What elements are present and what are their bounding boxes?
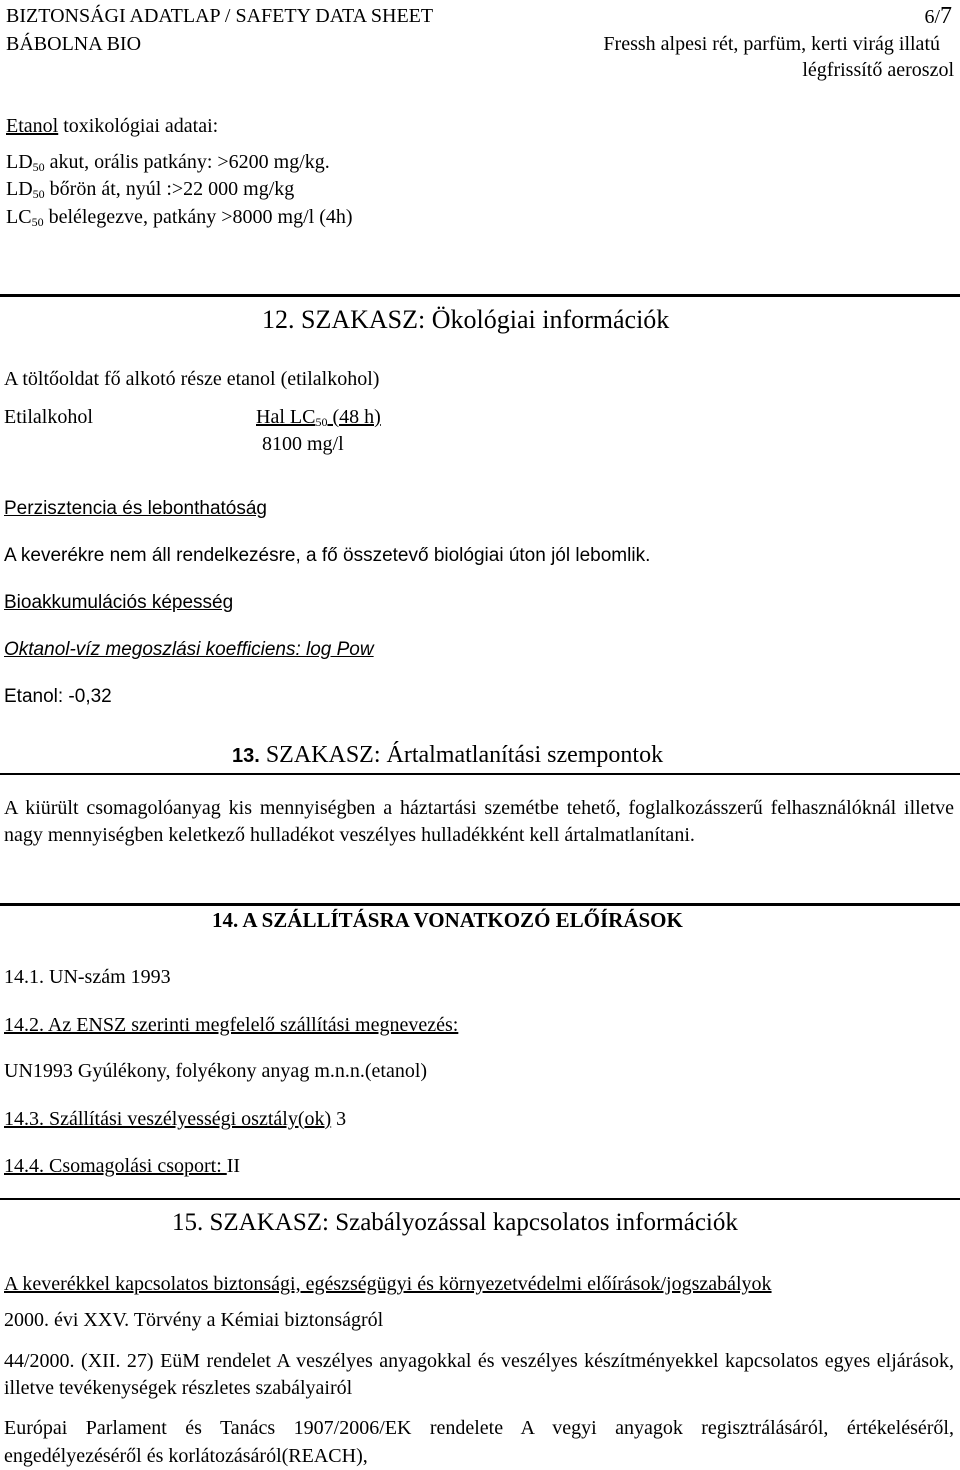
s13-paragraph: A kiürült csomagolóanyag kis mennyiségben a háztartási szemétbe tehető, foglalkozásszerű felhasználóknál illetve nagy mennyiségben keletkező hulladékot veszélyes hulladékként kell ártalmatlanítani. <box>4 797 954 846</box>
tox-line-1-prefix: LD <box>6 151 33 173</box>
packing-group-value: II <box>226 1155 241 1177</box>
section-12-title: 12. SZAKASZ: Ökológiai információk <box>262 305 670 334</box>
persistence-heading: Perzisztencia és lebonthatóság <box>4 498 267 519</box>
hazard-class-value: 3 <box>331 1108 347 1130</box>
tox-line-3 <box>6 205 353 229</box>
law-3: Európai Parlament és Tanács 1907/2006/EK rendelete A vegyi anyagok regisztrálásáról, értékeléséről, engedélyezéséről és korlátozásáról(REACH), <box>4 1417 954 1467</box>
section-14-title: 14. A SZÁLLÍTÁSRA VONATKOZÓ ELŐÍRÁSOK <box>212 908 683 932</box>
law-1: 2000. évi XXV. Törvény a Kémiai biztonságról <box>4 1309 384 1331</box>
persistence-text: A keverékre nem áll rendelkezésre, a fő összetevő biológiai úton jól lebomlik. <box>4 545 651 566</box>
s12-substance: Etilalkohol <box>4 406 93 428</box>
tox-line-2-prefix: LD <box>6 178 33 200</box>
fish-lc-suffix: (48 h) <box>327 406 381 428</box>
section-13-title <box>232 740 663 771</box>
section-15-title: 15. SZAKASZ: Szabályozással kapcsolatos információk <box>172 1209 738 1236</box>
tox-line-2-text: bőrön át, nyúl :>22 000 mg/kg <box>44 178 295 200</box>
tox-line-3-sub: 50 <box>31 215 44 229</box>
product-name-line1: Fressh alpesi rét, parfüm, kerti virág illatú <box>603 33 940 55</box>
fish-lc-sub: 50 <box>315 415 328 429</box>
section-15-rule <box>0 1198 960 1200</box>
tox-line-3-prefix: LC <box>6 206 32 228</box>
tox-line-1-sub: 50 <box>32 160 45 174</box>
regulations-heading: A keverékkel kapcsolatos biztonsági, egészségügyi és környezetvédelmi előírások/jogszabályok <box>4 1273 772 1295</box>
tox-heading-rest: toxikológiai adatai: <box>58 115 219 137</box>
packing-group <box>4 1154 240 1178</box>
un-number: 14.1. UN-szám 1993 <box>4 966 171 988</box>
page-number <box>924 4 952 29</box>
s12-intro: A töltőoldat fő alkotó része etanol (etilalkohol) <box>4 368 380 390</box>
tox-line-2 <box>6 177 294 201</box>
tox-heading <box>6 114 218 138</box>
shipping-name: UN1993 Gyúlékony, folyékony anyag m.n.n.(etanol) <box>4 1060 428 1082</box>
product-name-line2: légfrissítő aeroszol <box>802 59 954 81</box>
company-name: BÁBOLNA BIO <box>6 33 142 55</box>
s12-fish-value: 8100 mg/l <box>262 433 344 455</box>
tox-line-1-text: akut, orális patkány: >6200 mg/kg. <box>44 151 330 173</box>
tox-line-3-text: belélegezve, patkány >8000 mg/l (4h) <box>43 206 353 228</box>
tox-heading-substance: Etanol <box>6 115 59 137</box>
law-2: 44/2000. (XII. 27) EüM rendelet A veszélyes anyagokkal és veszélyes készítményekkel kapcsolatos egyes eljárások, illetve tevékenységek részletes szabályairól <box>4 1350 954 1399</box>
fish-lc-prefix: Hal LC <box>256 406 316 428</box>
packing-group-label: 14.4. Csomagolási csoport: <box>4 1155 227 1177</box>
page-total: 7 <box>940 3 952 29</box>
shipping-name-heading: 14.2. Az ENSZ szerinti megfelelő szállítási megnevezés: <box>4 1014 459 1036</box>
partition-coefficient-heading: Oktanol-víz megoszlási koefficiens: log Pow <box>4 639 374 660</box>
tox-line-1 <box>6 150 330 174</box>
bioaccumulation-heading: Bioakkumulációs képesség <box>4 592 234 613</box>
tox-line-2-sub: 50 <box>32 187 45 201</box>
s12-fish-lc50 <box>256 405 381 429</box>
section-13-text: SZAKASZ: Ártalmatlanítási szempontok <box>259 742 664 768</box>
ethanol-log-pow: Etanol: -0,32 <box>4 686 112 707</box>
hazard-class-label: 14.3. Szállítási veszélyességi osztály(ok) <box>4 1108 332 1130</box>
section-13-num: 13. <box>232 745 260 767</box>
section-12-rule <box>0 294 960 297</box>
page-current: 6/ <box>924 6 940 28</box>
section-13-rule <box>0 773 960 775</box>
hazard-class <box>4 1107 346 1131</box>
doc-title: BIZTONSÁGI ADATLAP / SAFETY DATA SHEET <box>6 5 434 27</box>
